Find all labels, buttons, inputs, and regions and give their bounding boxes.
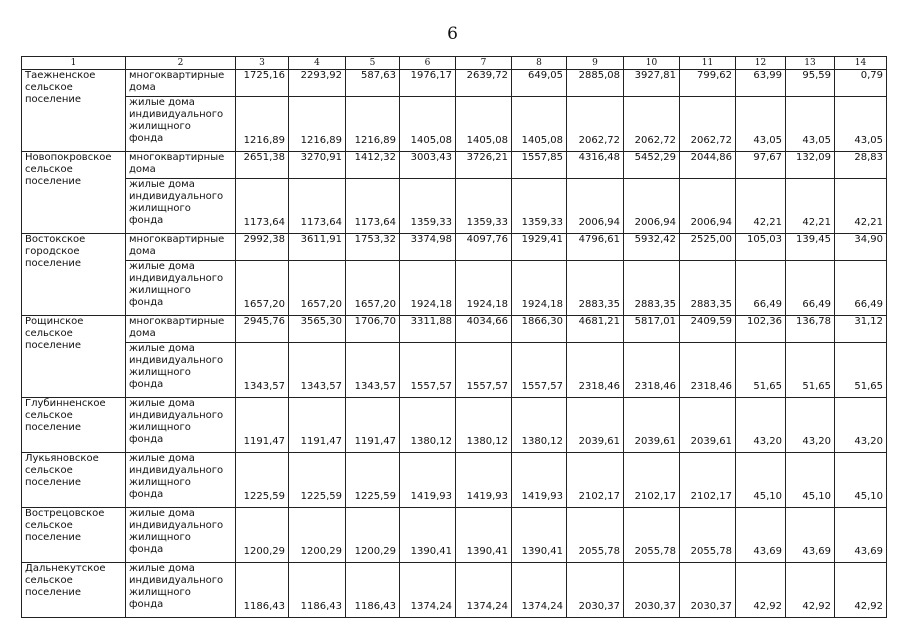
housing-type: жилые дома индивидуального жилищного фонда <box>126 398 236 453</box>
value-cell: 1557,85 <box>512 152 567 179</box>
value-cell: 1412,32 <box>346 152 400 179</box>
value-cell: 2039,61 <box>567 398 624 453</box>
value-cell: 42,92 <box>835 563 887 618</box>
value-cell: 1380,12 <box>400 398 456 453</box>
value-cell: 4316,48 <box>567 152 624 179</box>
column-number: 2 <box>126 57 236 70</box>
table-row <box>22 453 887 508</box>
value-cell: 2883,35 <box>680 261 736 316</box>
table-row <box>22 343 887 398</box>
value-cell: 28,83 <box>835 152 887 179</box>
value-cell: 1419,93 <box>512 453 567 508</box>
column-number: 13 <box>786 57 835 70</box>
column-number: 4 <box>289 57 346 70</box>
column-number: 9 <box>567 57 624 70</box>
value-cell: 4796,61 <box>567 234 624 261</box>
value-cell: 132,09 <box>786 152 835 179</box>
value-cell: 105,03 <box>736 234 786 261</box>
value-cell: 1380,12 <box>456 398 512 453</box>
value-cell: 1374,24 <box>512 563 567 618</box>
value-cell: 43,05 <box>835 97 887 152</box>
table-row <box>22 179 887 234</box>
value-cell: 2039,61 <box>624 398 680 453</box>
value-cell: 1390,41 <box>400 508 456 563</box>
value-cell: 45,10 <box>835 453 887 508</box>
value-cell: 1380,12 <box>512 398 567 453</box>
value-cell: 43,69 <box>835 508 887 563</box>
value-cell: 1225,59 <box>346 453 400 508</box>
value-cell: 1405,08 <box>512 97 567 152</box>
settlement-name: Востокское городское поселение <box>22 234 126 316</box>
settlement-name: Таежненское сельское поселение <box>22 70 126 152</box>
value-cell: 42,21 <box>786 179 835 234</box>
column-number: 14 <box>835 57 887 70</box>
value-cell: 66,49 <box>835 261 887 316</box>
value-cell: 43,20 <box>736 398 786 453</box>
value-cell: 799,62 <box>680 70 736 97</box>
value-cell: 2062,72 <box>624 97 680 152</box>
column-number: 5 <box>346 57 400 70</box>
table-body <box>22 57 887 618</box>
value-cell: 2030,37 <box>680 563 736 618</box>
value-cell: 45,10 <box>786 453 835 508</box>
table-row <box>22 316 887 343</box>
housing-type: многоквартирные дома <box>126 234 236 261</box>
value-cell: 1866,30 <box>512 316 567 343</box>
value-cell: 1924,18 <box>512 261 567 316</box>
value-cell: 1657,20 <box>346 261 400 316</box>
value-cell: 1924,18 <box>456 261 512 316</box>
settlement-name: Рощинское сельское поселение <box>22 316 126 398</box>
value-cell: 1343,57 <box>236 343 289 398</box>
value-cell: 2055,78 <box>680 508 736 563</box>
value-cell: 51,65 <box>835 343 887 398</box>
value-cell: 2992,38 <box>236 234 289 261</box>
value-cell: 1173,64 <box>289 179 346 234</box>
value-cell: 66,49 <box>786 261 835 316</box>
value-cell: 1390,41 <box>512 508 567 563</box>
housing-type: жилые дома индивидуального жилищного фонда <box>126 508 236 563</box>
value-cell: 42,21 <box>736 179 786 234</box>
page-number: 6 <box>447 24 458 44</box>
settlement-name: Лукьяновское сельское поселение <box>22 453 126 508</box>
value-cell: 42,92 <box>736 563 786 618</box>
value-cell: 1557,57 <box>400 343 456 398</box>
value-cell: 3270,91 <box>289 152 346 179</box>
value-cell: 1557,57 <box>512 343 567 398</box>
value-cell: 2030,37 <box>567 563 624 618</box>
value-cell: 2318,46 <box>680 343 736 398</box>
value-cell: 1191,47 <box>289 398 346 453</box>
value-cell: 1924,18 <box>400 261 456 316</box>
value-cell: 42,92 <box>786 563 835 618</box>
value-cell: 66,49 <box>736 261 786 316</box>
table-row <box>22 508 887 563</box>
value-cell: 2055,78 <box>624 508 680 563</box>
housing-type: жилые дома индивидуального жилищного фонда <box>126 97 236 152</box>
housing-type: жилые дома индивидуального жилищного фонда <box>126 453 236 508</box>
value-cell: 3726,21 <box>456 152 512 179</box>
tariff-table <box>21 56 887 618</box>
value-cell: 34,90 <box>835 234 887 261</box>
value-cell: 1359,33 <box>400 179 456 234</box>
value-cell: 2318,46 <box>567 343 624 398</box>
column-number-row <box>22 57 887 70</box>
settlement-name: Вострецовское сельское поселение <box>22 508 126 563</box>
value-cell: 2293,92 <box>289 70 346 97</box>
table-row <box>22 398 887 453</box>
value-cell: 102,36 <box>736 316 786 343</box>
value-cell: 1343,57 <box>346 343 400 398</box>
value-cell: 1657,20 <box>236 261 289 316</box>
value-cell: 3374,98 <box>400 234 456 261</box>
column-number: 3 <box>236 57 289 70</box>
value-cell: 1557,57 <box>456 343 512 398</box>
value-cell: 3311,88 <box>400 316 456 343</box>
column-number: 11 <box>680 57 736 70</box>
value-cell: 97,67 <box>736 152 786 179</box>
value-cell: 1343,57 <box>289 343 346 398</box>
value-cell: 1186,43 <box>346 563 400 618</box>
value-cell: 4681,21 <box>567 316 624 343</box>
column-number: 8 <box>512 57 567 70</box>
column-number: 7 <box>456 57 512 70</box>
value-cell: 2062,72 <box>680 97 736 152</box>
value-cell: 1706,70 <box>346 316 400 343</box>
value-cell: 1225,59 <box>236 453 289 508</box>
value-cell: 1225,59 <box>289 453 346 508</box>
value-cell: 1186,43 <box>236 563 289 618</box>
value-cell: 1186,43 <box>289 563 346 618</box>
value-cell: 2030,37 <box>624 563 680 618</box>
value-cell: 1191,47 <box>236 398 289 453</box>
value-cell: 0,79 <box>835 70 887 97</box>
value-cell: 1200,29 <box>289 508 346 563</box>
value-cell: 3003,43 <box>400 152 456 179</box>
value-cell: 95,59 <box>786 70 835 97</box>
value-cell: 51,65 <box>786 343 835 398</box>
value-cell: 63,99 <box>736 70 786 97</box>
value-cell: 2945,76 <box>236 316 289 343</box>
value-cell: 2651,38 <box>236 152 289 179</box>
column-number: 6 <box>400 57 456 70</box>
value-cell: 139,45 <box>786 234 835 261</box>
value-cell: 1200,29 <box>236 508 289 563</box>
settlement-name: Новопокровское сельское поселение <box>22 152 126 234</box>
housing-type: многоквартирные дома <box>126 70 236 97</box>
value-cell: 136,78 <box>786 316 835 343</box>
value-cell: 2055,78 <box>567 508 624 563</box>
value-cell: 43,20 <box>835 398 887 453</box>
value-cell: 2318,46 <box>624 343 680 398</box>
value-cell: 587,63 <box>346 70 400 97</box>
value-cell: 5932,42 <box>624 234 680 261</box>
table-row <box>22 261 887 316</box>
column-number: 12 <box>736 57 786 70</box>
value-cell: 2006,94 <box>624 179 680 234</box>
value-cell: 2883,35 <box>624 261 680 316</box>
value-cell: 42,21 <box>835 179 887 234</box>
value-cell: 2639,72 <box>456 70 512 97</box>
value-cell: 1725,16 <box>236 70 289 97</box>
value-cell: 1753,32 <box>346 234 400 261</box>
column-number: 10 <box>624 57 680 70</box>
value-cell: 2102,17 <box>624 453 680 508</box>
value-cell: 2409,59 <box>680 316 736 343</box>
table-row <box>22 152 887 179</box>
value-cell: 2006,94 <box>567 179 624 234</box>
value-cell: 1390,41 <box>456 508 512 563</box>
housing-type: жилые дома индивидуального жилищного фонда <box>126 343 236 398</box>
column-number: 1 <box>22 57 126 70</box>
value-cell: 43,69 <box>736 508 786 563</box>
value-cell: 3927,81 <box>624 70 680 97</box>
value-cell: 1657,20 <box>289 261 346 316</box>
value-cell: 2883,35 <box>567 261 624 316</box>
value-cell: 4034,66 <box>456 316 512 343</box>
table-row <box>22 97 887 152</box>
value-cell: 2102,17 <box>680 453 736 508</box>
housing-type: жилые дома индивидуального жилищного фонда <box>126 261 236 316</box>
value-cell: 3565,30 <box>289 316 346 343</box>
housing-type: многоквартирные дома <box>126 152 236 179</box>
table-row <box>22 234 887 261</box>
value-cell: 649,05 <box>512 70 567 97</box>
value-cell: 3611,91 <box>289 234 346 261</box>
value-cell: 1173,64 <box>346 179 400 234</box>
value-cell: 1173,64 <box>236 179 289 234</box>
value-cell: 2044,86 <box>680 152 736 179</box>
value-cell: 2885,08 <box>567 70 624 97</box>
value-cell: 43,20 <box>786 398 835 453</box>
value-cell: 2525,00 <box>680 234 736 261</box>
value-cell: 1200,29 <box>346 508 400 563</box>
value-cell: 1929,41 <box>512 234 567 261</box>
housing-type: жилые дома индивидуального жилищного фонда <box>126 179 236 234</box>
value-cell: 1976,17 <box>400 70 456 97</box>
value-cell: 1191,47 <box>346 398 400 453</box>
value-cell: 1359,33 <box>456 179 512 234</box>
value-cell: 1374,24 <box>400 563 456 618</box>
value-cell: 2102,17 <box>567 453 624 508</box>
value-cell: 4097,76 <box>456 234 512 261</box>
value-cell: 1419,93 <box>400 453 456 508</box>
settlement-name: Дальнекутское сельское поселение <box>22 563 126 618</box>
value-cell: 1216,89 <box>346 97 400 152</box>
value-cell: 43,69 <box>786 508 835 563</box>
value-cell: 43,05 <box>786 97 835 152</box>
value-cell: 1359,33 <box>512 179 567 234</box>
value-cell: 2006,94 <box>680 179 736 234</box>
value-cell: 2039,61 <box>680 398 736 453</box>
value-cell: 1405,08 <box>400 97 456 152</box>
value-cell: 2062,72 <box>567 97 624 152</box>
value-cell: 1374,24 <box>456 563 512 618</box>
value-cell: 43,05 <box>736 97 786 152</box>
table-row <box>22 70 887 97</box>
value-cell: 1419,93 <box>456 453 512 508</box>
value-cell: 51,65 <box>736 343 786 398</box>
value-cell: 1405,08 <box>456 97 512 152</box>
housing-type: многоквартирные дома <box>126 316 236 343</box>
value-cell: 1216,89 <box>236 97 289 152</box>
value-cell: 31,12 <box>835 316 887 343</box>
value-cell: 5452,29 <box>624 152 680 179</box>
settlement-name: Глубинненское сельское поселение <box>22 398 126 453</box>
table-row <box>22 563 887 618</box>
value-cell: 5817,01 <box>624 316 680 343</box>
value-cell: 1216,89 <box>289 97 346 152</box>
value-cell: 45,10 <box>736 453 786 508</box>
housing-type: жилые дома индивидуального жилищного фонда <box>126 563 236 618</box>
